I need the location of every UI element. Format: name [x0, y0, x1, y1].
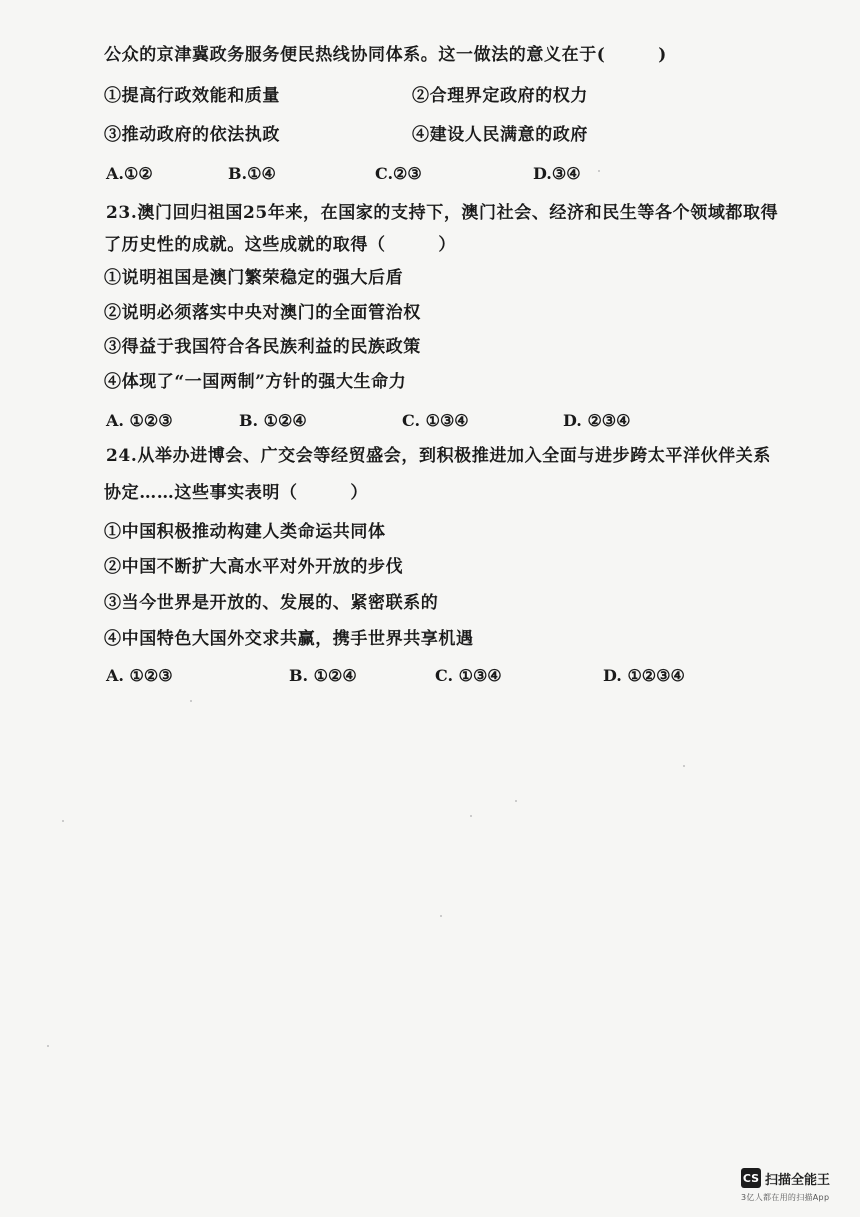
q24-statement-4: ④中国特色大国外交求共赢，携手世界共享机遇 [104, 629, 474, 649]
scan-speck [190, 700, 192, 702]
scan-speck [440, 915, 442, 917]
q24-statement-3: ③当今世界是开放的、发展的、紧密联系的 [104, 593, 439, 613]
q24-stem-line2: 协定……这些事实表明（ ） [104, 483, 368, 503]
q22-stem: 公众的京津冀政务服务便民热线协同体系。这一做法的意义在于( ) [104, 45, 667, 65]
q24-option-a: A. ①②③ [106, 666, 173, 685]
scan-speck [470, 815, 472, 817]
q24-stem-line1: 24.从举办进博会、广交会等经贸盛会，到积极推进加入全面与进步跨太平洋伙伴关系 [106, 446, 771, 466]
q23-stem-line1: 23.澳门回归祖国25年来，在国家的支持下，澳门社会、经济和民生等各个领域都取得 [106, 203, 779, 223]
cs-tagline: 3亿人都在用的扫描App [741, 1193, 830, 1202]
q23-statement-3: ③得益于我国符合各民族利益的民族政策 [104, 337, 421, 357]
q22-option-b: B.①④ [228, 164, 276, 183]
scan-speck [62, 820, 64, 822]
q22-statement-3: ③推动政府的依法执政 [104, 125, 280, 145]
q24-option-c: C. ①③④ [435, 666, 502, 685]
q24-option-d: D. ①②③④ [603, 666, 685, 685]
q23-option-b: B. ①②④ [239, 411, 307, 430]
q22-option-a: A.①② [106, 164, 153, 183]
q23-option-a: A. ①②③ [106, 411, 173, 430]
q24-statement-2: ②中国不断扩大高水平对外开放的步伐 [104, 557, 404, 577]
q22-statement-2: ②合理界定政府的权力 [412, 86, 588, 106]
scan-speck [515, 800, 517, 802]
cs-watermark-logo [741, 1168, 830, 1188]
q22-option-d: D.③④ [533, 164, 581, 183]
q24-statement-1: ①中国积极推动构建人类命运共同体 [104, 522, 386, 542]
cs-brand-name: 扫描全能王 [765, 1172, 831, 1188]
q22-option-c: C.②③ [375, 164, 422, 183]
q23-option-d: D. ②③④ [563, 411, 631, 430]
cs-logo-icon: CS [741, 1168, 761, 1188]
q23-statement-4: ④体现了“一国两制”方针的强大生命力 [104, 372, 407, 392]
q23-option-c: C. ①③④ [402, 411, 469, 430]
scan-speck [683, 765, 685, 767]
scan-speck [598, 170, 600, 172]
q23-statement-2: ②说明必须落实中央对澳门的全面管治权 [104, 303, 421, 323]
q22-statement-1: ①提高行政效能和质量 [104, 86, 280, 106]
scan-speck [47, 1045, 49, 1047]
q24-option-b: B. ①②④ [289, 666, 357, 685]
q23-statement-1: ①说明祖国是澳门繁荣稳定的强大后盾 [104, 268, 404, 288]
q22-statement-4: ④建设人民满意的政府 [412, 125, 588, 145]
q23-stem-line2: 了历史性的成就。这些成就的取得（ ） [104, 235, 456, 255]
